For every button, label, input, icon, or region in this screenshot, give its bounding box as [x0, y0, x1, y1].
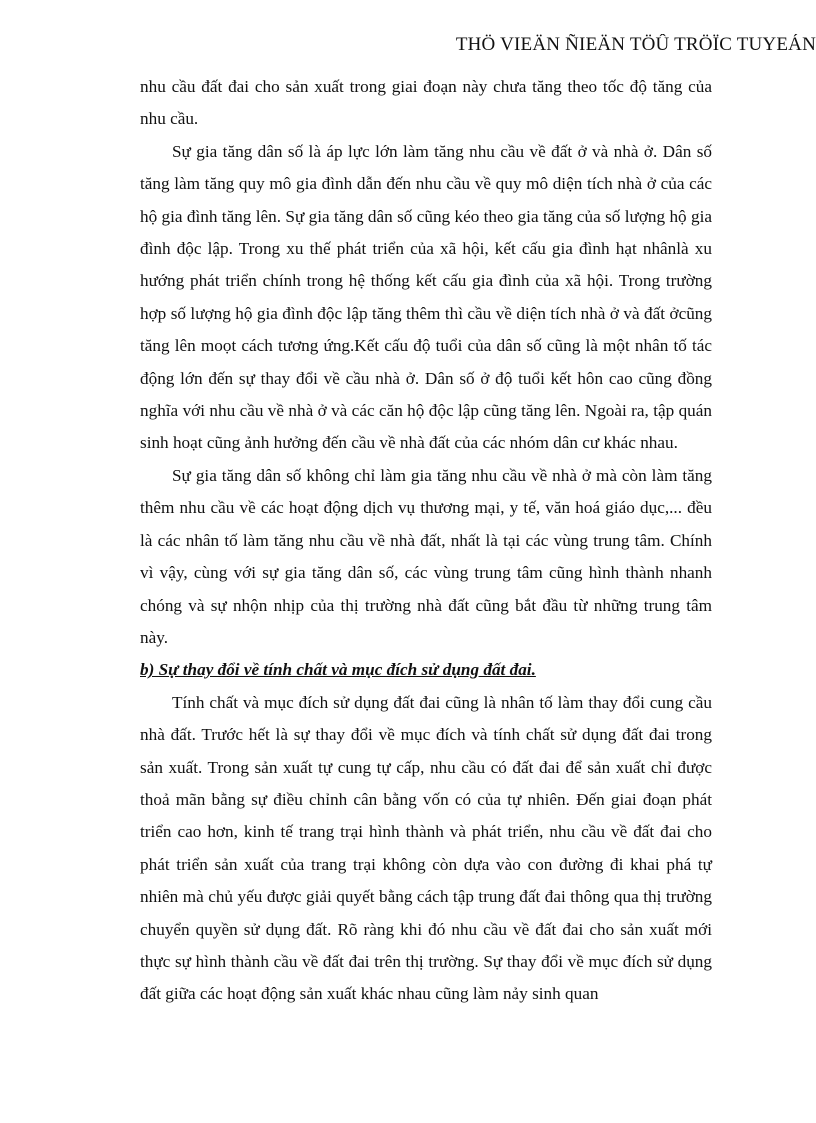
paragraph-land-use-change: Tính chất và mục đích sử dụng đất đai cũng là nhân tố làm thay đổi cung cầu nhà đất. Trước hết là sự thay đổi về mục đích và tính chất sử dụng đất đai trong sản xuất. Trong sản xuất tự cung tự cấp, nhu cầu có đất đai để sản xuất chỉ được thoả mãn bằng sự điều chỉnh cân bằng vốn có của tự nhiên. Đến giai đoạn phát triển cao hơn, kinh tế trang trại hình thành và phát triển, nhu cầu về đất đai cho phát triển sản xuất của trang trại không còn dựa vào con đường đi khai phá tự nhiên mà chủ yếu được giải quyết bằng cách tập trung đất đai thông qua thị trường chuyển quyền sử dụng đất. Rõ ràng khi đó nhu cầu về đất đai cho sản xuất mới thực sự hình thành cầu về đất đai trên thị trường. Sự thay đổi về mục đích sử dụng đất giữa các hoạt động sản xuất khác nhau cũng làm nảy sinh quan [140, 692, 712, 1004]
section-heading-b: b) Sự thay đổi về tính chất và mục đích sử dụng đất đai. [140, 660, 536, 680]
document-body [140, 71, 712, 1011]
page-header-title: THÖ VIEÄN ÑIEÄN TÖÛ TRÖÏC TUYEÁN [455, 34, 816, 55]
paragraph-population-housing: Sự gia tăng dân số là áp lực lớn làm tăng nhu cầu về đất ở và nhà ở. Dân số tăng làm tăng quy mô gia đình dẫn đến nhu cầu về quy mô diện tích nhà ở của các hộ gia đình tăng lên. Sự gia tăng dân số cũng kéo theo gia tăng của số lượng hộ gia đình độc lập. Trong xu thế phát triển của xã hội, kết cấu gia đình hạt nhânlà xu hướng phát triển chính trong hệ thống kết cấu gia đình của xã hội. Trong trường hợp số lượng hộ gia đình độc lập tăng thêm thì cầu về diện tích nhà ở và đất ởcũng tăng lên moọt cách tương ứng.Kết cấu độ tuổi của dân số cũng là một nhân tố tác động lớn đến sự thay đổi về cầu nhà ở. Dân số ở độ tuổi kết hôn cao cũng đồng nghĩa với nhu cầu về nhà ở và các căn hộ độc lập cũng tăng lên. Ngoài ra, tập quán sinh hoạt cũng ảnh hưởng đến cầu về nhà đất của các nhóm dân cư khác nhau. [140, 141, 712, 453]
paragraph-continuation: nhu cầu đất đai cho sản xuất trong giai đoạn này chưa tăng theo tốc độ tăng của nhu cầu. [140, 77, 712, 129]
paragraph-population-services: Sự gia tăng dân số không chỉ làm gia tăng nhu cầu về nhà ở mà còn làm tăng thêm nhu cầu về các hoạt động dịch vụ thương mại, y tế, văn hoá giáo dục,... đều là các nhân tố làm tăng nhu cầu về nhà đất, nhất là tại các vùng trung tâm. Chính vì vậy, cùng với sự gia tăng dân số, các vùng trung tâm cũng hình thành nhanh chóng và sự nhộn nhịp của thị trường nhà đất cũng bắt đầu từ những trung tâm này. [140, 465, 712, 647]
